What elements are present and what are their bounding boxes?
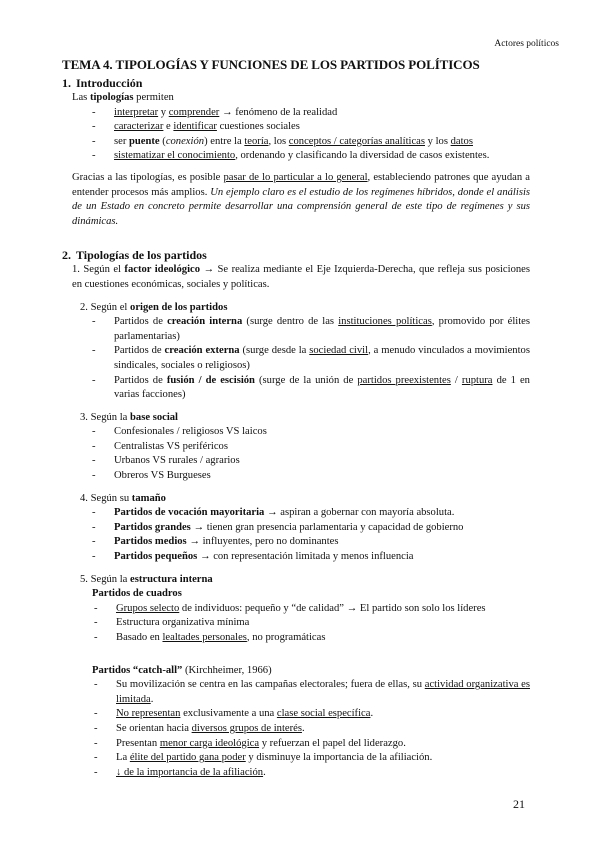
list-item: - Estructura organizativa mínima [94,616,530,631]
list-item: - Obreros VS Burgueses [92,469,530,484]
list-item: - Partidos de creación interna (surge dentro de las instituciones políticas, promovido por élites parlamentarias) [92,315,530,344]
ideological-factor: 1. Según el factor ideológico → Se realiza mediante el Eje Izquierda-Derecha, que refleja sus posiciones en cuestiones económicas, sociales y políticas. [72,264,530,290]
list-item: - Partidos de creación externa (surge desde la sociedad civil, a menudo vinculados a movimientos sindicales, sociales o religiosos) [92,344,530,373]
list-item: - Partidos grandes → tienen gran presencia parlamentaria y capacidad de gobierno [92,521,530,536]
list-item: - Presentan menor carga ideológica y refuerzan el papel del liderazgo. [94,737,530,752]
page-number: 21 [513,797,525,811]
social-base-list [62,425,530,483]
list-item: - caracterizar e identificar cuestiones sociales [92,120,530,135]
list-item: - Partidos de vocación mayoritaria → aspiran a gobernar con mayoría absoluta. [92,506,530,521]
list-item: - Se orientan hacia diversos grupos de interés. [94,722,530,737]
origin-list [62,315,530,403]
intro-line: Las tipologías permiten [72,92,174,103]
intro-list [62,106,530,164]
list-item: - Grupos selecto de individuos: pequeño y “de calidad” → El partido son solo los líderes [94,602,530,617]
list-item: - La élite del partido gana poder y disminuye la importancia de la afiliación. [94,751,530,766]
list-item: - No representan exclusivamente a una clase social específica. [94,707,530,722]
structure-heading: 5. Según la estructura interna [80,573,213,585]
list-item: - Basado en lealtades personales, no programáticas [94,631,530,646]
list-item: - Su movilización se centra en las campañas electorales; fuera de ellas, su actividad organizativa es limitada. [94,678,530,707]
section-2-heading: 2. Tipologías de los partidos [62,248,207,263]
size-list [62,506,530,564]
list-item: - Centralistas VS periféricos [92,440,530,455]
list-item: - sistematizar el conocimiento, ordenando y clasificando la diversidad de casos existentes. [92,149,530,164]
section-1-heading: 1. Introducción [62,76,143,90]
running-header: Actores políticos [494,39,559,49]
cuadros-heading: Partidos de cuadros [92,588,182,600]
size-heading: 4. Según su tamaño [80,492,166,504]
origin-heading: 2. Según el origen de los partidos [80,301,228,313]
intro-paragraph: Gracias a las tipologías, es posible pasar de lo particular a lo general, estableciendo patrones que ayudan a entender procesos más amplios. Un ejemplo claro es el estudio de los regímenes híbridos, donde el análisis de un Estado en concreto permite desarrollar una comprensión general de este tipo de regímenes y sus dinámicas. [72,171,531,227]
catch-all-heading: Partidos “catch-all” (Kirchheimer, 1966) [92,664,272,676]
list-item: - interpretar y comprender → fenómeno de la realidad [92,106,530,121]
list-item: - Partidos pequeños → con representación limitada y menos influencia [92,550,530,565]
list-item: - Urbanos VS rurales / agrarios [92,454,530,469]
social-base-heading: 3. Según la base social [80,411,178,423]
page-content [62,56,530,780]
list-item: - Partidos medios → influyentes, pero no dominantes [92,535,530,550]
catch-all-list [62,678,530,780]
list-item: - Confesionales / religiosos VS laicos [92,425,530,440]
chapter-title: TEMA 4. TIPOLOGÍAS Y FUNCIONES DE LOS PARTIDOS POLÍTICOS [62,57,480,72]
list-item: - Partidos de fusión / de escisión (surge de la unión de partidos preexistentes / ruptura de 1 en varias facciones) [92,374,530,403]
list-item: - ↓ de la importancia de la afiliación. [94,766,530,781]
cuadros-list [62,602,530,646]
list-item: - ser puente (conexión) entre la teoría, los conceptos / categorías analíticas y los datos [92,135,530,150]
